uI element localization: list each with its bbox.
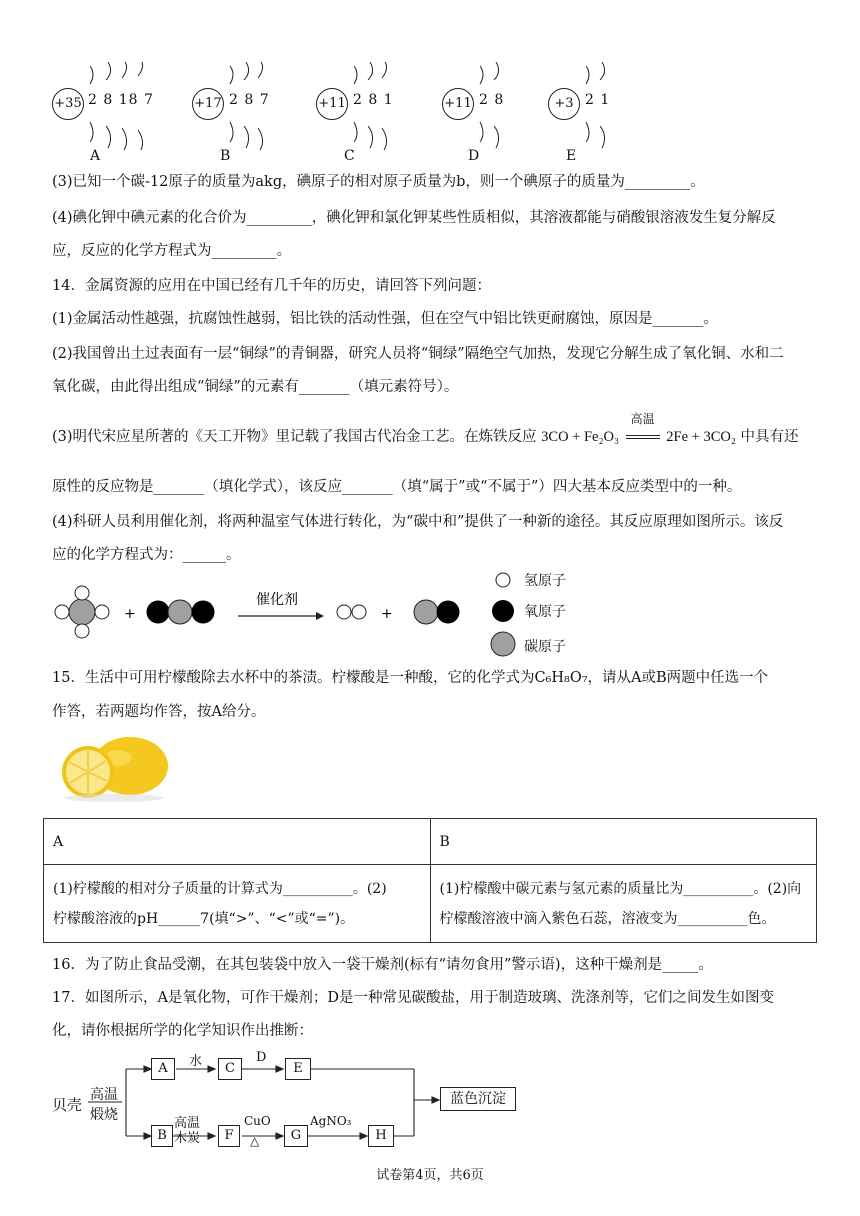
plus-sign-1: +	[124, 606, 136, 622]
choice-table	[43, 818, 817, 943]
flow-cond1-top: 高温	[90, 1087, 118, 1103]
atom-c-label: C	[344, 148, 355, 164]
atom-d-nucleus: +11	[442, 88, 474, 120]
flow-cond2-bottom: 木炭	[174, 1131, 201, 1146]
flow-cond2-top: 高温	[174, 1116, 201, 1131]
flow-box-a: A	[151, 1058, 175, 1080]
q14-part2-line2: 氧化碳，由此得出组成“铜绿”的元素有_______（填元素符号）。	[52, 379, 459, 395]
choice-a-content	[44, 865, 431, 943]
atom-d-shells: 2 8	[479, 92, 505, 108]
iron-smelting-equation-left: 3CO + Fe₂O₃	[541, 429, 620, 445]
carbon-monoxide-molecule	[414, 600, 459, 624]
reaction-diagram	[48, 568, 488, 658]
lemon-image	[58, 732, 170, 804]
choice-b-line2: 柠檬酸溶液中滴入紫色石蕊，溶液变为__________色。	[439, 910, 776, 927]
atom-c-arcs	[348, 62, 398, 150]
atom-b-arcs	[224, 62, 274, 150]
flow-water-label: 水	[189, 1054, 203, 1069]
legend-carbon: 碳原子	[524, 639, 566, 655]
q13-part4-line2: 应，反应的化学方程式为_________。	[52, 243, 292, 259]
atom-b-label: B	[220, 148, 231, 164]
q15-line1: 15．生活中可用柠檬酸除去水杯中的茶渍。柠檬酸是一种酸，它的化学式为C₆H₈O₇，请从A或B两题中任选一个	[52, 670, 769, 686]
catalyst-label: 催化剂	[256, 592, 298, 608]
atom-e-nucleus: +3	[548, 88, 580, 120]
q14-part3-text-end: 中具有还	[740, 429, 799, 445]
atom-a-nucleus: +35	[52, 88, 84, 120]
q17-line2: 化，请你根据所学的化学知识作出推断：	[52, 1023, 313, 1039]
flow-result-box: 蓝色沉淀	[440, 1087, 516, 1111]
q14-part2-line1: (2)我国曾出土过表面有一层“铜绿”的青铜器，研究人员将“铜绿”隔绝空气加热，发现它分解生成了氧化铜、水和二	[52, 346, 784, 362]
atom-c-nucleus: +11	[316, 88, 348, 120]
q15-line2: 作答，若两题均作答，按A给分。	[52, 704, 266, 720]
atom-e-label: E	[566, 148, 577, 164]
q14-part4-line2: 应的化学方程式为：______。	[52, 547, 241, 563]
legend-oxygen: 氧原子	[524, 604, 566, 620]
q13-part3: (3)已知一个碳-12原子的质量为akg，碘原子的相对原子质量为b，则一个碘原子的质量为_________。	[52, 174, 705, 190]
q13-part4-line1: (4)碘化钾中碘元素的化合价为_________，碘化钾和氯化钾某些性质相似，其溶液都能与硝酸银溶液发生复分解反	[52, 210, 776, 226]
atom-legend-icons	[488, 568, 518, 658]
flow-start-shell: 贝壳	[52, 1096, 83, 1114]
flow-heat-label: △	[250, 1134, 260, 1148]
atom-e-shells: 2 1	[585, 92, 611, 108]
atom-b-shells: 2 8 7	[229, 92, 270, 108]
atom-a-shells: 2 8 18 7	[88, 92, 154, 108]
atom-d-label: D	[468, 148, 480, 164]
oxygen-atom-icon	[492, 600, 514, 622]
atom-e-arcs	[580, 62, 616, 150]
atom-c-shells: 2 8 1	[353, 92, 394, 108]
choice-a-line2: 柠檬酸溶液的pH______7(填“>”、“<”或“=”)。	[53, 910, 355, 927]
flow-box-e: E	[285, 1058, 311, 1080]
carbon-atom-icon	[491, 632, 515, 656]
legend-hydrogen: 氢原子	[524, 573, 566, 589]
reaction-condition-arrow	[624, 412, 662, 447]
page-footer: 试卷第4页，共6页	[376, 1168, 484, 1183]
choice-b-line1: (1)柠檬酸中碳元素与氢元素的质量比为__________。(2)向	[439, 880, 802, 897]
flow-box-g: G	[284, 1125, 308, 1147]
flow-d-label: D	[256, 1050, 267, 1065]
carbon-dioxide-molecule	[147, 600, 214, 624]
atom-b-nucleus: +17	[192, 88, 224, 120]
choice-b-content	[430, 865, 817, 943]
hydrogen-atom-icon	[496, 573, 510, 587]
q16: 16．为了防止食品受潮，在其包装袋中放入一袋干燥剂(标有“请勿食用”警示语)，这种干燥剂是_____。	[52, 957, 713, 973]
choice-a-header: A	[44, 819, 431, 865]
flow-box-f: F	[218, 1125, 240, 1147]
q14-part4-line1: (4)科研人员利用催化剂，将两种温室气体进行转化，为“碳中和”提供了一种新的途径。其反应原理如图所示。该反	[52, 514, 784, 530]
q14-part3-line1	[52, 412, 799, 447]
q14-part3-text: (3)明代宋应星所著的《天工开物》里记载了我国古代冶金工艺。在炼铁反应	[52, 429, 537, 445]
atom-a-arcs	[84, 62, 154, 150]
flow-cuo-label: CuO	[244, 1114, 271, 1128]
flow-cond1-bottom: 煅烧	[90, 1107, 118, 1123]
q14-part1: (1)金属活动性越强，抗腐蚀性越弱，铝比铁的活动性强，但在空气中铝比铁更耐腐蚀，原因是_______。	[52, 311, 718, 327]
hydrogen-molecule	[337, 605, 366, 619]
q17-line1: 17．如图所示，A是氧化物，可作干燥剂；D是一种常见碳酸盐，用于制造玻璃、洗涤剂等，它们之间发生如图变	[52, 990, 775, 1006]
flow-agno3-label: AgNO₃	[310, 1114, 352, 1128]
q14-title: 14．金属资源的应用在中国已经有几千年的历史，请回答下列问题：	[52, 278, 491, 294]
flow-cond2	[174, 1116, 200, 1146]
plus-sign-2: +	[381, 606, 393, 622]
atom-a-label: A	[90, 148, 101, 164]
flow-box-b: B	[151, 1125, 173, 1147]
iron-smelting-equation-right: 2Fe + 3CO₂	[666, 429, 736, 445]
q14-part3-line2: 原性的反应物是_______（填化学式），该反应_______（填“属于”或“不属于”）四大基本反应类型中的一种。	[52, 479, 742, 495]
methane-molecule	[55, 586, 109, 638]
flow-box-h: H	[368, 1125, 394, 1147]
reaction-condition-label: 高温	[630, 412, 655, 426]
choice-a-line1: (1)柠檬酸的相对分子质量的计算式为__________。(2)	[53, 880, 387, 897]
atom-d-arcs	[474, 62, 510, 150]
choice-b-header: B	[430, 819, 817, 865]
flow-box-c: C	[218, 1058, 242, 1080]
